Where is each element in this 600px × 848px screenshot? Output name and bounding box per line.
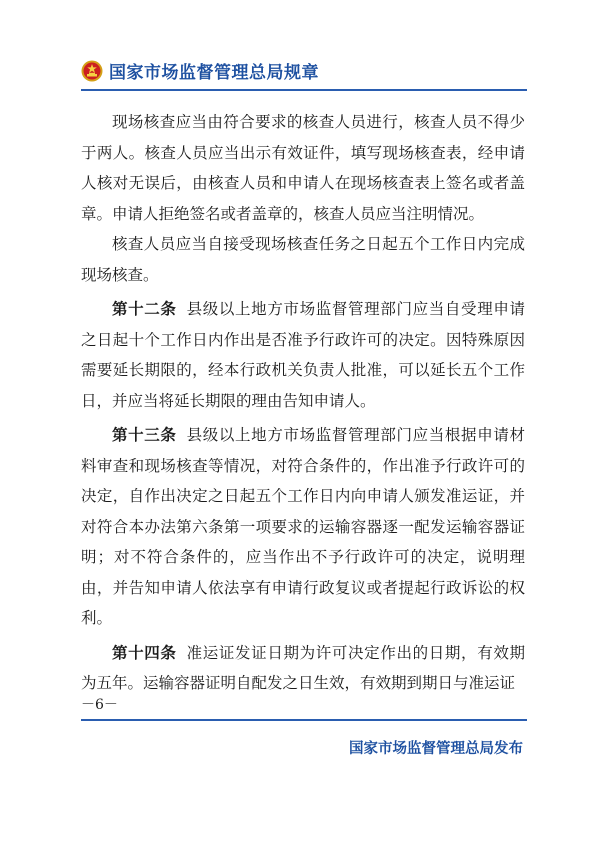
paragraph-text: 县级以上地方市场监督管理部门应当自受理申请之日起十个工作日内作出是否准予行政许可的决定。因特殊原因需要延长期限的，经本行政机关负责人批准，可以延长五个工作日，并应当将延长期限的理由告知申请人。: [81, 300, 525, 410]
paragraph: [81, 229, 525, 290]
article-number: 第十三条: [112, 426, 177, 444]
page-header: [81, 58, 319, 83]
footer-divider: [81, 719, 527, 721]
header-title: 国家市场监督管理总局规章: [109, 63, 319, 83]
paragraph-text: 县级以上地方市场监督管理部门应当根据申请材料审查和现场核查等情况，对符合条件的，作出准予行政许可的决定，自作出决定之日起五个工作日内向申请人颁发准运证，并对符合本办法第六条第一项要求的运输容器逐一配发运输容器证明；对不符合条件的，应当作出不予行政许可的决定，说明理由，并告知申请人依法享有申请行政复议或者提起行政诉讼的权利。: [81, 426, 525, 627]
header-divider: [81, 89, 527, 91]
paragraph: [81, 107, 525, 229]
article-paragraph: [81, 638, 525, 699]
paragraph-text: 准运证发证日期为许可决定作出的日期，有效期为五年。运输容器证明自配发之日生效，有效期到期日与准运证: [81, 643, 525, 692]
national-emblem-icon: [81, 60, 103, 82]
article-number: 第十二条: [112, 300, 177, 318]
footer-publisher: 国家市场监督管理总局发布: [349, 741, 523, 757]
document-body: [81, 107, 525, 699]
article-paragraph: [81, 294, 525, 416]
paragraph-text: 核查人员应当自接受现场核查任务之日起五个工作日内完成现场核查。: [81, 235, 525, 284]
page-number: －6－: [81, 697, 118, 713]
paragraph-text: 现场核查应当由符合要求的核查人员进行，核查人员不得少于两人。核查人员应当出示有效证件，填写现场核查表，经申请人核对无误后，由核查人员和申请人在现场核查表上签名或者盖章。申请人拒绝签名或者盖章的，核查人员应当注明情况。: [81, 113, 525, 223]
article-paragraph: [81, 420, 525, 634]
article-number: 第十四条: [112, 643, 177, 662]
